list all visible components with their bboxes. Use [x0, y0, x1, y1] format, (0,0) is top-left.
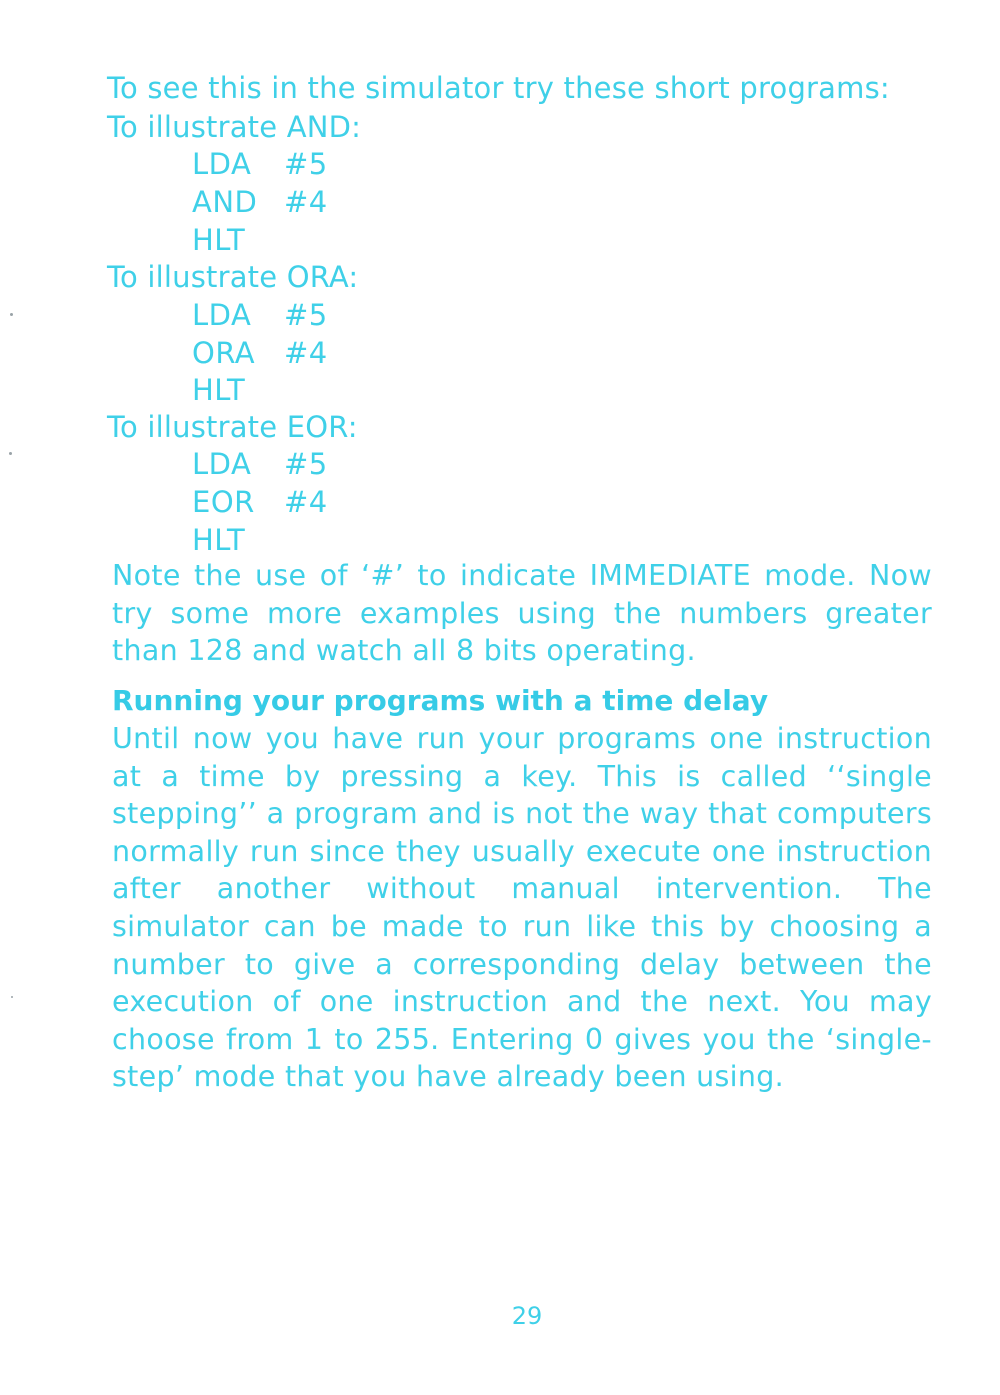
code-mnemonic: HLT [192, 223, 246, 257]
code-line [192, 183, 328, 221]
code-line [192, 371, 284, 409]
scan-speck [10, 313, 13, 316]
page-number: 29 [511, 1302, 543, 1330]
code-operand: #4 [284, 485, 328, 519]
scan-speck [11, 996, 13, 998]
section-body: Until now you have run your programs one instruction at a time by pressing a key. This is called ‘‘single stepping’’ a program and is not the way that computers normally run since they usually execute one instruction after another without manual intervention. The simulator can be made to run like this by choosing a number to give a corresponding delay between the execution of one instruction and the next. You may choose from 1 to 255. Entering 0 gives you the ‘single-step’ mode that you have already been using. [112, 722, 932, 1094]
code-line [192, 483, 328, 521]
code-operand: #5 [284, 147, 328, 181]
code-mnemonic: ORA [192, 336, 256, 370]
code-mnemonic: AND [192, 185, 258, 219]
code-line [192, 445, 328, 483]
code-operand: #4 [284, 185, 328, 219]
code-mnemonic: LDA [192, 147, 252, 181]
scan-speck [9, 452, 12, 455]
code-mnemonic: LDA [192, 298, 252, 332]
code-mnemonic: HLT [192, 523, 246, 557]
intro-line: To see this in the simulator try these short programs: [107, 71, 890, 105]
example-eor-title: To illustrate EOR: [107, 410, 358, 444]
example-ora-title: To illustrate ORA: [107, 260, 359, 294]
code-line [192, 334, 328, 372]
code-mnemonic: HLT [192, 373, 246, 407]
code-line [192, 221, 284, 259]
code-operand: #5 [284, 298, 328, 332]
note-paragraph: Note the use of ‘#’ to indicate IMMEDIATE mode. Now try some more examples using the numbers greater than 128 and watch all 8 bits operating. [112, 559, 932, 668]
code-mnemonic: EOR [192, 485, 255, 519]
example-and-title: To illustrate AND: [107, 110, 362, 144]
code-operand: #5 [284, 447, 328, 481]
code-line [192, 296, 328, 334]
code-operand: #4 [284, 336, 328, 370]
section-heading: Running your programs with a time delay [112, 684, 769, 717]
code-line [192, 521, 284, 559]
code-mnemonic: LDA [192, 447, 252, 481]
code-line [192, 145, 328, 183]
